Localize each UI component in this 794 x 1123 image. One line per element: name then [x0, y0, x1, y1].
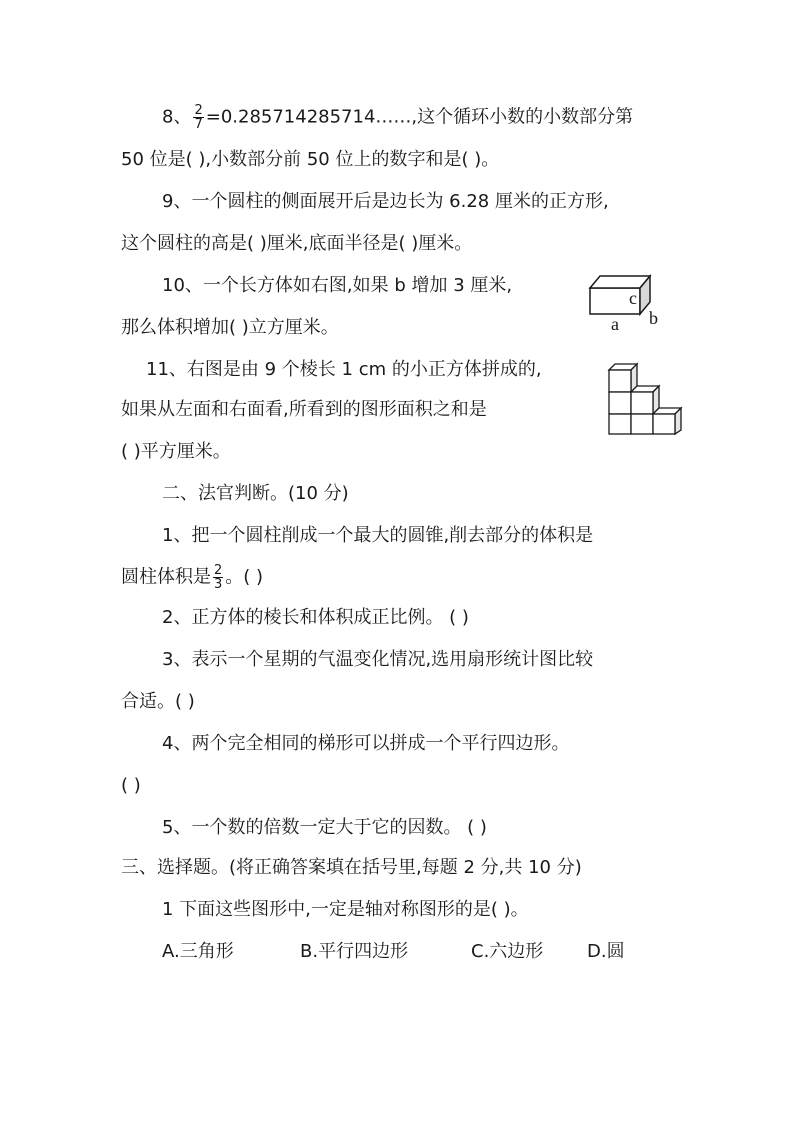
judgment-4-line-2: ( ) [121, 775, 141, 796]
choice-1-option-b: B.平行四边形 [300, 941, 409, 962]
fraction-numerator: 2 [214, 563, 223, 578]
cuboid-label-a: a [611, 314, 619, 334]
cuboid-label-b: b [649, 308, 658, 328]
question-8-number: 8、 [162, 106, 192, 128]
cube-stack-figure [603, 358, 689, 436]
question-9-line-1: 9、一个圆柱的侧面展开后是边长为 6.28 厘米的正方形, [162, 191, 609, 212]
section-2-title: 二、法官判断。(10 分) [162, 483, 349, 504]
choice-1-option-c: C.六边形 [471, 941, 544, 962]
judgment-1-line-1: 1、把一个圆柱削成一个最大的圆锥,削去部分的体积是 [162, 525, 594, 546]
judgment-2-line-1: 2、正方体的棱长和体积成正比例。 ( ) [162, 607, 469, 628]
question-11-line-2: 如果从左面和右面看,所看到的图形面积之和是 [121, 399, 487, 420]
judgment-1-fraction [213, 564, 223, 591]
question-8-fraction [193, 104, 203, 131]
question-10-line-2: 那么体积增加( )立方厘米。 [121, 317, 339, 338]
judgment-4-line-1: 4、两个完全相同的梯形可以拼成一个平行四边形。 [162, 733, 570, 754]
question-8-line-1 [162, 104, 633, 131]
question-9-line-2: 这个圆柱的高是( )厘米,底面半径是( )厘米。 [121, 233, 473, 254]
choice-1-option-d: D.圆 [587, 941, 625, 962]
judgment-5-line-1: 5、一个数的倍数一定大于它的因数。 ( ) [162, 817, 487, 838]
judgment-1-line-2 [121, 564, 263, 591]
choice-1-option-a: A.三角形 [162, 941, 234, 962]
fraction-denominator: 7 [194, 117, 203, 132]
question-8-line-2: 50 位是( ),小数部分前 50 位上的数字和是( )。 [121, 149, 500, 170]
section-3-title: 三、选择题。(将正确答案填在括号里,每题 2 分,共 10 分) [121, 857, 582, 878]
judgment-1-prefix: 圆柱体积是 [121, 566, 211, 588]
judgment-3-line-2: 合适。( ) [121, 691, 195, 712]
cuboid-figure [585, 266, 665, 336]
question-11-line-1: 11、右图是由 9 个棱长 1 cm 的小正方体拼成的, [146, 359, 542, 380]
cuboid-label-c: c [629, 288, 637, 308]
question-10-line-1: 10、一个长方体如右图,如果 b 增加 3 厘米, [162, 275, 513, 296]
fraction-denominator: 3 [214, 577, 223, 592]
question-8-text: =0.285714285714……,这个循环小数的小数部分第 [205, 106, 634, 128]
choice-1-question: 1 下面这些图形中,一定是轴对称图形的是( )。 [162, 899, 529, 920]
fraction-numerator: 2 [194, 103, 203, 118]
question-11-line-3: ( )平方厘米。 [121, 441, 231, 462]
judgment-1-suffix: 。( ) [225, 566, 264, 588]
judgment-3-line-1: 3、表示一个星期的气温变化情况,选用扇形统计图比较 [162, 649, 594, 670]
